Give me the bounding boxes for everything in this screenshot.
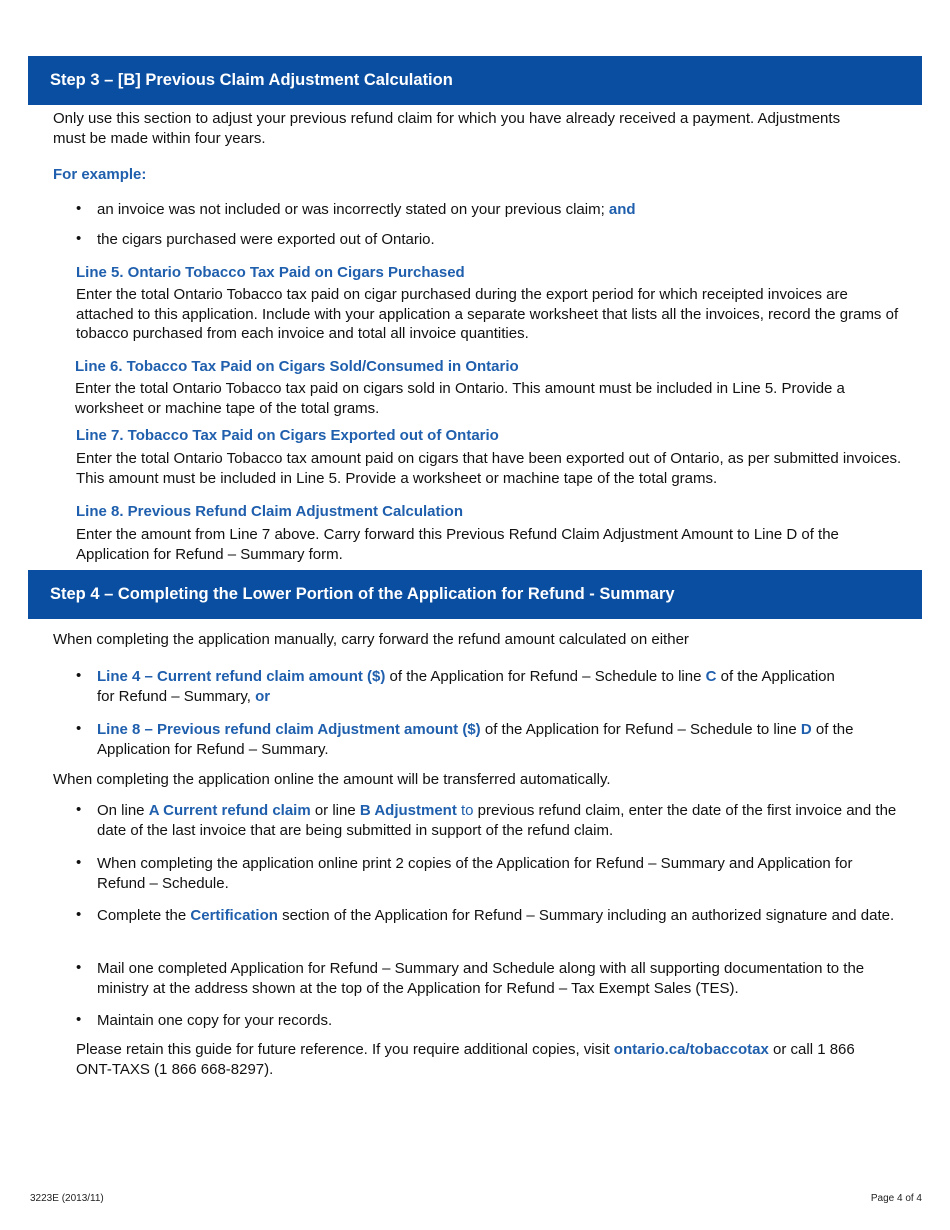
online-bullet-1 [97, 801, 897, 840]
step3-bullet-2 [97, 230, 897, 250]
step3-banner [28, 56, 922, 105]
bullet-text: of the Application for Refund – Schedule to line [480, 721, 801, 738]
bullet-dot: • [76, 230, 82, 247]
closing-text: or call 1 866 ONT-TAXS (1 866 668-8297). [76, 1041, 855, 1078]
line-b-label: B Adjustment [359, 802, 457, 819]
bullet-text: Complete the [97, 907, 191, 924]
bullet-dot: • [76, 959, 82, 976]
line7-body: Enter the total Ontario Tobacco tax amount paid on cigars that have been exported out of Ontario, as per submitted invoices. This amount must be included in Line 5. Provide a worksheet or machine tape of the total grams. [76, 450, 902, 487]
bullet-dot: • [76, 906, 82, 923]
line8-heading: Line 8. Previous Refund Claim Adjustment Calculation [76, 503, 464, 520]
online-intro: When completing the application online the amount will be transferred automatically. [53, 771, 611, 788]
bullet-emphasis: Line 8 – Previous refund claim Adjustment amount ($) [97, 721, 481, 738]
bullet-text: section of the Application for Refund – Summary including an authorized signature and date. [277, 907, 895, 924]
online-bullet-3 [97, 906, 897, 926]
page-number: Page 4 of 4 [870, 1193, 922, 1204]
manual-bullet-1 [97, 667, 842, 706]
form-id: 3223E (2013/11) [30, 1193, 104, 1204]
bullet-dot: • [76, 720, 82, 737]
step3-bullet-1 [97, 200, 897, 220]
step4-banner [28, 570, 922, 619]
closing-text: Please retain this guide for future reference. If you require additional copies, visit [76, 1041, 614, 1058]
bullet-emphasis: Line 4 – Current refund claim amount ($) [97, 668, 386, 685]
bullet-dot: • [76, 667, 82, 684]
bullet-text: or line [310, 802, 360, 819]
line5-heading: Line 5. Ontario Tobacco Tax Paid on Cigars Purchased [76, 264, 465, 281]
online-bullet-2: When completing the application online print 2 copies of the Application for Refund – Summary and Application for Refund – Schedule. [97, 855, 853, 892]
closing-note [76, 1040, 866, 1079]
bullet-dot: • [76, 200, 82, 217]
bullet-text: of the Application for Refund – Summary. [97, 721, 854, 758]
website-link[interactable]: ontario.ca/tobaccotax [613, 1041, 769, 1058]
bullet-dot: • [76, 854, 82, 871]
bullet-text: of the Application for Refund – Summary, [97, 668, 835, 705]
bullet-text: the cigars purchased were exported out of Ontario. [97, 231, 435, 248]
bullet-emphasis: or [255, 687, 271, 705]
bullet-emphasis: and [608, 201, 636, 218]
manual-intro: When completing the application manually, carry forward the refund amount calculated on either [53, 631, 689, 648]
bullet-text: On line [97, 802, 149, 819]
example-label: For example: [53, 166, 147, 183]
online-bullet-5: Maintain one copy for your records. [97, 1012, 333, 1029]
line6-body: Enter the total Ontario Tobacco tax paid on cigars sold in Ontario. This amount must be included in Line 5. Provide a worksheet or machine tape of the total grams. [75, 380, 845, 417]
step3-intro: Only use this section to adjust your previous refund claim for which you have already received a payment. Adjustments must be made within four years. [53, 110, 841, 147]
bullet-dot: • [76, 801, 82, 818]
line-letter: C [705, 668, 717, 685]
bullet-dot: • [76, 1011, 82, 1028]
line-letter: D [800, 721, 812, 738]
certification-label: Certification [190, 907, 278, 924]
line5-body: Enter the total Ontario Tobacco tax paid on cigar purchased during the export period for which receipted invoices are attached to this application. Include with your application a separate worksheet that lists all the invoices, record the grams of tobacco purchased from each invoice and total all invoice quantities. [76, 286, 899, 342]
manual-bullet-2 [97, 720, 897, 759]
line6-heading: Line 6. Tobacco Tax Paid on Cigars Sold/Consumed in Ontario [75, 358, 519, 375]
line8-body: Enter the amount from Line 7 above. Carry forward this Previous Refund Claim Adjustment Amount to Line D of the Application for Refund – Summary form. [76, 526, 839, 563]
bullet-text: to [456, 802, 474, 819]
online-bullet-4: Mail one completed Application for Refund – Summary and Schedule along with all supporting documentation to the ministry at the address shown at the top of the Application for Refund – Tax Exempt Sales (TES). [97, 960, 865, 997]
line-a-label: A Current refund claim [148, 802, 311, 819]
bullet-text: of the Application for Refund – Schedule to line [385, 668, 706, 685]
bullet-text: an invoice was not included or was incorrectly stated on your previous claim; [97, 201, 605, 218]
step4-title: Step 4 – Completing the Lower Portion of the Application for Refund - Summary [50, 585, 675, 603]
line7-heading: Line 7. Tobacco Tax Paid on Cigars Exported out of Ontario [76, 427, 499, 444]
step3-title: Step 3 – [B] Previous Claim Adjustment Calculation [50, 71, 453, 89]
bullet-text: previous refund claim, enter the date of the first invoice and the date of the last invoice that are being submitted in support of the refund claim. [97, 802, 897, 839]
